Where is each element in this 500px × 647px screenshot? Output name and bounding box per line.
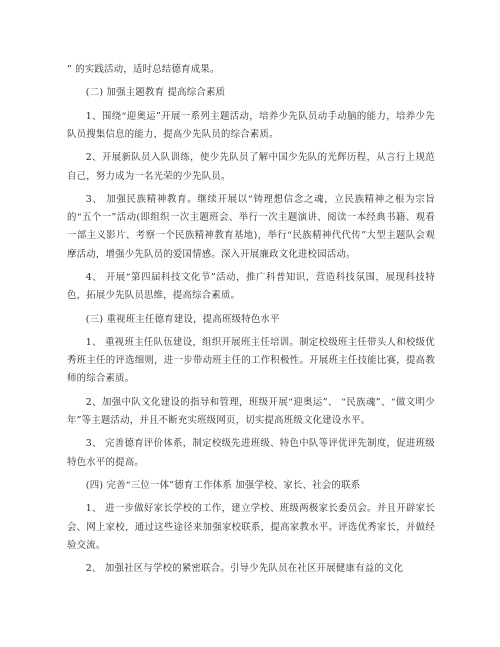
body-paragraph: 1、 进一步做好家长学校的工作，建立学校、班级两极家长委员会。并且开辟家长会、网上家校，通过这些途径来加强家校联系，提高家教水平。评选优秀家长，并做经验交流。 [67, 503, 435, 551]
body-paragraph: 2、 加强社区与学校的紧密联合。引导少先队员在社区开展健康有益的文化 [85, 563, 404, 575]
body-paragraph: 2、开展新队员入队训练，使少先队员了解中国少先队的光辉历程，从言行上规范自己，努力成为一名光荣的少先队员。 [67, 152, 435, 182]
body-paragraph: 1、 重视班主任队伍建设，组织开展班主任培训。制定校级班主任带头人和校级优秀班主任的评选细则，进一步带动班主任的工作积极性。开展班主任技能比赛，提高教师的综合素质。 [67, 336, 435, 385]
body-paragraph: 4、 开展“第四届科技文化节”活动，推广科普知识，营造科技氛围，展现科技特色，拓展少先队员思维，提高综合素质。 [67, 271, 435, 302]
body-paragraph: 1、围绕“迎奥运”开展一系列主题活动，培养少先队员动手动脑的能力，培养少先队员搜集信息的能力，提高少先队员的综合素质。 [67, 110, 435, 140]
document-body [67, 61, 435, 578]
section-heading: (二) 加强主题教育 提高综合素质 [85, 87, 226, 99]
section-heading: (四) 完善“三位一体”德育工作体系 加强学校、家长、社会的联系 [85, 479, 361, 491]
body-paragraph: 3、 完善德育评价体系，制定校级先进班级、特色中队等评优评先制度，促进班级特色水平的提高。 [67, 438, 435, 468]
section-heading: (三) 重视班主任德育建设，提高班级特色水平 [85, 313, 280, 325]
body-paragraph: ” 的实践活动，适时总结德育成果。 [67, 64, 220, 75]
body-paragraph: 2、加强中队文化建设的指导和管理，班级开展“迎奥运”、 “民族魂”、“做文明少年”等主题活动，并且不断充实班级网页，切实提高班级文化建设水平。 [67, 396, 435, 426]
body-paragraph: 3、 加强民族精神教育。继续开展以“铸理想信念之魂，立民族精神之根为宗旨的“五个一”活动(即组织一次主题班会、举行一次主题演讲、阅读一本经典书籍、观看一部主义影片、考察一个民族精神教育基地)，举行“民族精神代代传”大型主题队会观摩活动，增强少先队员的爱国情感。深入开展廉政文化进校园活动。 [67, 193, 435, 260]
